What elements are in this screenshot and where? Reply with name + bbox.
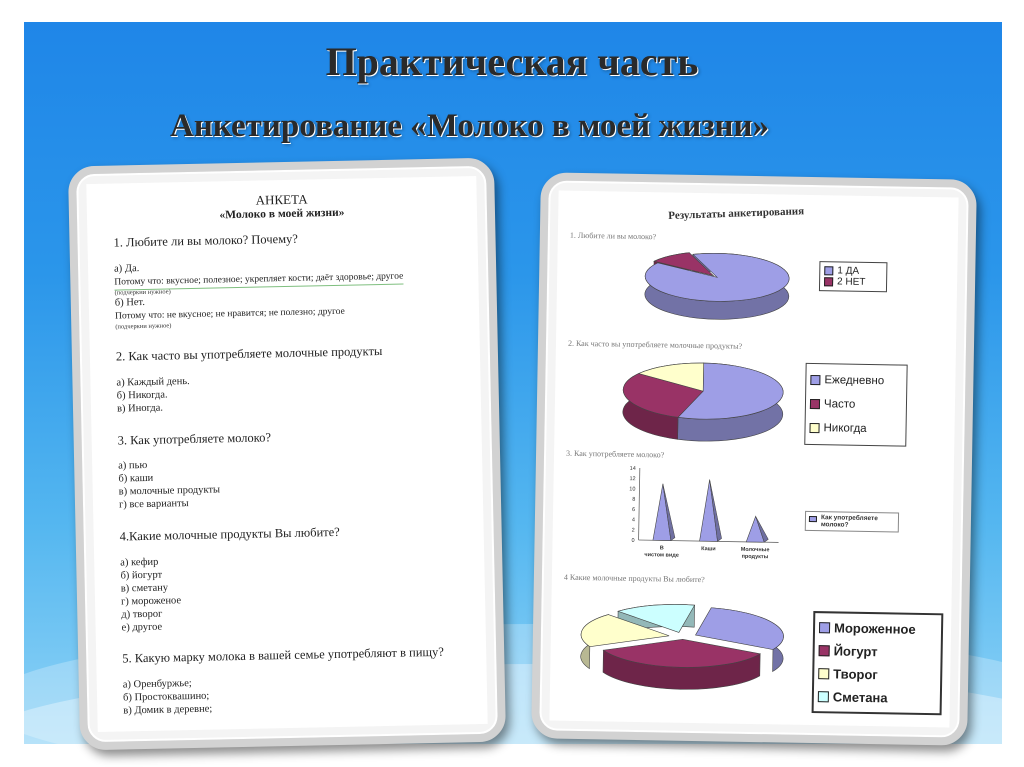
q3-option: б) каши xyxy=(118,472,154,485)
chart4-legend-label: Творог xyxy=(833,666,878,683)
chart1-pie xyxy=(636,244,797,327)
chart2-legend-label: Никогда xyxy=(823,422,867,435)
q1-answer-b-note: (подчеркни нужное) xyxy=(115,322,172,331)
chart3-ytick-label: 4 xyxy=(631,517,635,524)
legend-swatch xyxy=(818,668,829,679)
q4-option: б) йогурт xyxy=(120,569,163,582)
chart3-xtick-label: продукты xyxy=(741,553,769,561)
legend-swatch xyxy=(810,375,820,385)
questionnaire-sheet xyxy=(86,176,487,732)
q4-option: а) кефир xyxy=(120,556,159,569)
chart2-legend xyxy=(804,363,907,447)
results-title: Результаты анкетирования xyxy=(668,205,805,223)
chart3-legend-label: Как употребляете молоко? xyxy=(820,514,878,529)
chart4-legend-label: Мороженное xyxy=(833,620,916,637)
chart2-legend-label: Часто xyxy=(823,398,856,411)
chart1-legend-item xyxy=(824,276,882,288)
legend-swatch xyxy=(824,266,833,275)
legend-swatch xyxy=(818,691,829,702)
chart4-legend-item xyxy=(819,616,937,641)
legend-swatch xyxy=(810,399,820,409)
questionnaire-heading: АНКЕТА xyxy=(255,191,308,208)
chart1-legend-label: 2 НЕТ xyxy=(837,276,866,288)
q2-option: б) Никогда. xyxy=(116,389,168,402)
chart4-legend-label: Йогурт xyxy=(833,643,878,660)
chart4-legend-label: Сметана xyxy=(832,689,888,706)
chart3-ytick-label: 2 xyxy=(631,527,635,534)
q2-option: а) Каждый день. xyxy=(116,376,190,389)
q5-option: б) Простоквашино; xyxy=(122,690,210,704)
chart3-ytick-label: 0 xyxy=(631,537,635,544)
chart4-question: 4 Какие молочные продукты Вы любите? xyxy=(563,572,705,585)
chart3-y-axis xyxy=(639,468,640,540)
slide-subtitle: Анкетирование «Молоко в моей жизни» xyxy=(170,108,770,144)
chart3-xtick-label: Молочные xyxy=(740,546,770,554)
chart4-legend xyxy=(812,611,944,715)
chart2-pie xyxy=(614,354,796,447)
chart4-pie xyxy=(572,595,794,707)
chart3-question: 3. Как употребляете молоко? xyxy=(565,448,665,460)
slide-title: Практическая часть xyxy=(325,39,699,84)
chart3-ytick-label: 6 xyxy=(631,507,636,514)
q5-option: в) Домик в деревне; xyxy=(123,703,213,717)
chart2-legend-label: Ежедневно xyxy=(824,374,885,388)
chart2-legend-item xyxy=(810,392,902,418)
chart3-xtick-label: Каши xyxy=(701,546,716,553)
chart2-legend-item xyxy=(809,416,901,442)
chart1-legend xyxy=(819,261,888,292)
legend-swatch xyxy=(819,622,830,633)
legend-swatch xyxy=(824,277,833,286)
results-sheet xyxy=(549,191,958,728)
legend-swatch xyxy=(819,645,830,656)
chart3-legend xyxy=(805,511,899,533)
chart4-legend-item xyxy=(818,662,936,687)
q1-answer-b-reason: Потому что: не вкусное; не нравится; не полезно; другое xyxy=(114,306,345,322)
question-2: 2. Как часто вы употребляете молочные продукты xyxy=(115,343,383,364)
chart3-ytick-label: 12 xyxy=(629,476,636,483)
question-5: 5. Какую марку молока в вашей семье употребляют в пищу? xyxy=(122,644,444,666)
chart3-xtick-label: чистом виде xyxy=(644,552,679,559)
results-frame xyxy=(531,172,977,746)
question-1: 1. Любите ли вы молоко? Почему? xyxy=(113,231,298,250)
legend-swatch xyxy=(809,423,819,433)
legend-swatch xyxy=(809,516,817,522)
q1-answer-b: б) Нет. xyxy=(114,296,146,309)
q5-option: а) Оренбуржье; xyxy=(122,678,192,691)
chart3-ytick-label: 10 xyxy=(629,486,636,493)
chart3-ytick-label: 14 xyxy=(629,465,636,472)
chart2-question: 2. Как часто вы употребляете молочные продукты? xyxy=(567,338,743,351)
q1-answer-a-reason: Потому что: вкусное; полезное; укрепляет кости; даёт здоровье; другое xyxy=(114,271,403,291)
q4-option: в) сметану xyxy=(120,582,169,595)
q1-answer-a: а) Да. xyxy=(113,263,140,275)
q2-option: в) Иногда. xyxy=(116,402,164,415)
question-3: 3. Как употребляете молоко? xyxy=(117,430,272,448)
question-4: 4.Какие молочные продукты Вы любите? xyxy=(119,524,340,544)
chart1-question: 1. Любите ли вы молоко? xyxy=(569,230,657,242)
q3-option: а) пью xyxy=(118,459,148,472)
q4-option: д) творог xyxy=(121,608,163,621)
chart4-legend-item xyxy=(818,639,936,664)
chart2-legend-item xyxy=(810,368,902,394)
q4-option: е) другое xyxy=(121,621,163,634)
q3-option: г) все варианты xyxy=(118,498,189,511)
questionnaire-name: «Молоко в моей жизни» xyxy=(219,206,345,222)
questionnaire-frame xyxy=(68,158,506,751)
q4-option: г) мороженое xyxy=(120,595,182,608)
chart3-xtick-label: В xyxy=(659,545,664,552)
chart3-ytick-label: 8 xyxy=(632,496,636,503)
chart3-bars xyxy=(612,462,794,575)
q1-answer-a-note: (подчеркни нужное) xyxy=(114,288,171,297)
chart4-slice xyxy=(695,607,784,649)
chart1-legend-label: 1 ДА xyxy=(837,265,860,277)
q3-option: в) молочные продукты xyxy=(118,484,221,498)
chart4-legend-item xyxy=(818,685,936,710)
